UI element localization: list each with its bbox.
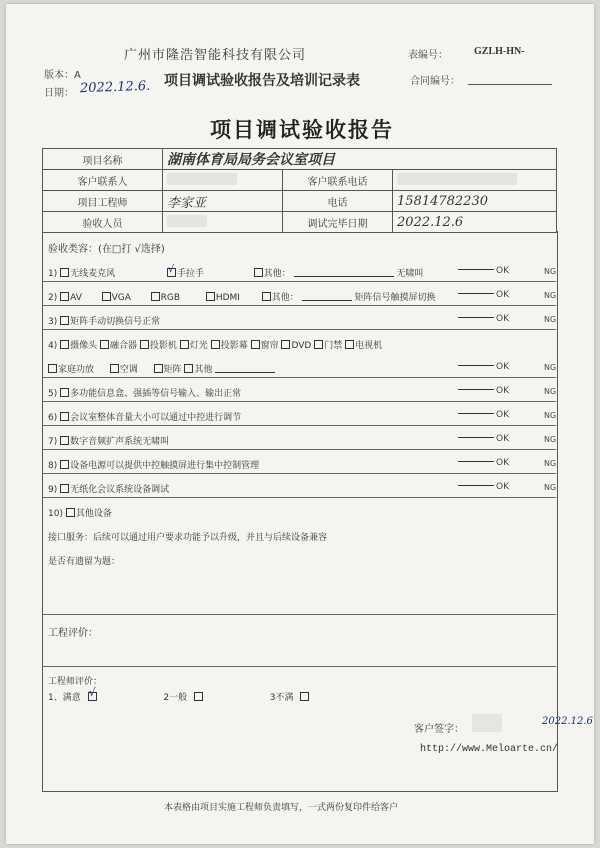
divider: [42, 473, 556, 474]
checkbox-matrix-manual[interactable]: [60, 316, 69, 325]
checkbox-wireless-mic[interactable]: [60, 268, 69, 277]
checkbox-home-amp[interactable]: [48, 364, 57, 373]
checkbox-av[interactable]: [60, 292, 69, 301]
checkbox-info-box[interactable]: [60, 388, 69, 397]
version-label: 版本：A: [44, 70, 81, 81]
ok-mark: OK: [458, 410, 509, 420]
checkbox-hdmi[interactable]: [206, 292, 215, 301]
handheld-label: 手拉手: [176, 269, 204, 279]
check-row-3: 3) 矩阵手动切换信号正常: [48, 317, 161, 327]
phone-label: 电话: [283, 191, 393, 212]
form-subtitle: 项目调试验收报告及培训记录表: [164, 73, 360, 89]
table-row: [43, 191, 557, 212]
divider: [42, 305, 556, 306]
ok-mark: OK: [458, 266, 509, 276]
divider: [42, 401, 556, 402]
client-contact-label: 客户联系人: [43, 170, 163, 191]
footer-note: 本表格由项目实施工程师负责填写，一式两份复印件给客户: [164, 803, 399, 813]
ng-mark: NG: [544, 435, 557, 444]
form-number-value: GZLH-HN-: [474, 46, 525, 57]
ng-mark: NG: [544, 315, 557, 324]
checkbox-satisfied[interactable]: [88, 686, 97, 701]
divider: [42, 425, 556, 426]
ng-mark: NG: [544, 459, 557, 468]
ng-mark: NG: [544, 291, 557, 300]
check-mark: √: [167, 264, 175, 275]
project-name-label: 项目名称: [43, 149, 163, 170]
divider: [42, 449, 556, 450]
engineer-label: 项目工程师: [43, 191, 163, 212]
client-phone-label: 客户联系电话: [283, 170, 393, 191]
other-label: 其他：: [263, 269, 291, 279]
arrow-icon: [458, 317, 494, 318]
form-number-label: 表编号：: [408, 50, 448, 61]
option-average: 2一般: [163, 693, 188, 703]
contract-number-label: 合同编号：: [410, 76, 460, 87]
report-page: [6, 4, 594, 844]
option-unsatisfied: 3不满: [269, 693, 294, 703]
check-row-1: [48, 266, 423, 279]
acceptor-label: 验收人员: [43, 212, 163, 233]
checkbox-lighting[interactable]: [180, 340, 189, 349]
divider: [42, 281, 556, 282]
checkbox-rgb[interactable]: [151, 292, 160, 301]
check-row-9: 9) 无纸化会议系统设备调试: [48, 485, 170, 495]
checkbox-unsatisfied[interactable]: [300, 692, 309, 701]
arrow-icon: [458, 437, 494, 438]
engineer-eval-options: [48, 686, 310, 703]
ok-mark: OK: [458, 290, 509, 300]
wireless-mic-label: 无线麦克风: [70, 269, 116, 279]
table-row: [43, 149, 557, 170]
legacy-issues-label: 是否有遗留为题：: [48, 557, 121, 567]
ok-mark: OK: [458, 458, 509, 468]
ng-mark: NG: [544, 483, 557, 492]
ok-mark: OK: [458, 362, 509, 372]
divider: [42, 614, 556, 615]
arrow-icon: [458, 461, 494, 462]
arrow-icon: [458, 365, 494, 366]
project-info-table: [42, 148, 557, 233]
check-row-8: 8) 设备电源可以提供中控触摸屏进行集中控制管理: [48, 461, 260, 471]
arrow-icon: [458, 389, 494, 390]
date-handwritten: 2022.12.6.: [79, 78, 151, 97]
checkbox-power[interactable]: [60, 460, 69, 469]
client-contact-value: [163, 170, 283, 191]
checkbox-average[interactable]: [194, 692, 203, 701]
check-row-4b: 家庭功放 空调 矩阵 其他: [48, 362, 275, 375]
website-url[interactable]: http://www.Meloarte.cn/: [420, 744, 559, 755]
engineer-value: 李家亚: [163, 191, 283, 212]
table-row: [43, 212, 557, 233]
row-number: 1): [48, 269, 58, 279]
matrix-switch-label: 矩阵信号触摸屏切换: [354, 293, 436, 303]
arrow-icon: [458, 293, 494, 294]
interface-service: 接口服务：后续可以通过用户要求功能予以升级，并且与后续设备兼容: [48, 533, 328, 543]
divider: [42, 329, 556, 330]
other-blank: [294, 276, 394, 277]
acceptance-type-label: 验收类容：(在□打 √选择): [48, 244, 165, 255]
check-mark: √: [88, 686, 96, 699]
checkbox-dvd[interactable]: [281, 340, 290, 349]
date-label: 日期：: [44, 88, 74, 99]
checkbox-matrix[interactable]: [154, 364, 163, 373]
arrow-icon: [458, 485, 494, 486]
check-row-7: 7) 数字音频扩声系统无啸叫: [48, 437, 170, 447]
checkbox-curtain[interactable]: [251, 340, 260, 349]
ok-mark: OK: [458, 482, 509, 492]
arrow-icon: [458, 413, 494, 414]
ok-mark: OK: [458, 386, 509, 396]
checkbox-tv[interactable]: [345, 340, 354, 349]
engineering-eval-label: 工程评价：: [48, 628, 98, 639]
debug-date-value: 2022.12.6: [393, 212, 557, 233]
checkbox-screen[interactable]: [211, 340, 220, 349]
client-phone-value: [393, 170, 557, 191]
option-satisfied: 1、满意: [48, 693, 81, 703]
checkbox-audio[interactable]: [60, 436, 69, 445]
customer-sign-label: 客户签字：: [414, 724, 464, 735]
arrow-icon: [458, 269, 494, 270]
checkbox-other[interactable]: [262, 292, 271, 301]
checkbox-projector[interactable]: [140, 340, 149, 349]
company-name: 广州市隆浩智能科技有限公司: [124, 48, 307, 63]
no-feedback-note: 无啸叫: [396, 269, 424, 279]
checkbox-camera[interactable]: [60, 340, 69, 349]
debug-date-label: 调试完毕日期: [283, 212, 393, 233]
contract-number-line: [468, 84, 552, 85]
divider: [42, 666, 556, 667]
customer-signature-redacted: [472, 714, 502, 732]
checkbox-paperless[interactable]: [60, 484, 69, 493]
customer-sign-date: 2022.12.6: [542, 716, 593, 727]
ok-mark: OK: [458, 434, 509, 444]
check-row-4: 4) 摄像头 融合器 投影机 灯光 投影幕 窗帘 DVD 门禁 电视机: [48, 341, 383, 351]
checkbox-other-devices[interactable]: [66, 508, 75, 517]
table-row: [43, 170, 557, 191]
checkbox-ac[interactable]: [110, 364, 119, 373]
ng-mark: NG: [544, 363, 557, 372]
checkbox-other[interactable]: [254, 268, 263, 277]
check-row-2: 2) AV VGA RGB HDMI 其他： 矩阵信号触摸屏切换: [48, 293, 436, 303]
checkbox-fusion[interactable]: [100, 340, 109, 349]
checkbox-other[interactable]: [184, 364, 193, 373]
check-row-6: 6) 会议室整体音量大小可以通过中控进行调节: [48, 413, 242, 423]
project-name-value: 湖南体育局局务会议室项目: [163, 149, 557, 170]
checkbox-volume[interactable]: [60, 412, 69, 421]
check-row-5: 5) 多功能信息盒、强插等信号输入、输出正常: [48, 389, 242, 399]
divider: [42, 377, 556, 378]
checkbox-vga[interactable]: [102, 292, 111, 301]
ng-mark: NG: [544, 267, 557, 276]
acceptor-value: [163, 212, 283, 233]
check-row-10: 10) 其他设备: [48, 509, 112, 519]
ng-mark: NG: [544, 411, 557, 420]
checkbox-access[interactable]: [314, 340, 323, 349]
engineer-eval-label: 工程师评价：: [48, 677, 103, 687]
phone-value: 15814782230: [393, 191, 557, 212]
divider: [42, 497, 556, 498]
ng-mark: NG: [544, 387, 557, 396]
checkbox-handheld[interactable]: [167, 264, 176, 277]
report-title: 项目调试验收报告: [210, 118, 394, 142]
ok-mark: OK: [458, 314, 509, 324]
